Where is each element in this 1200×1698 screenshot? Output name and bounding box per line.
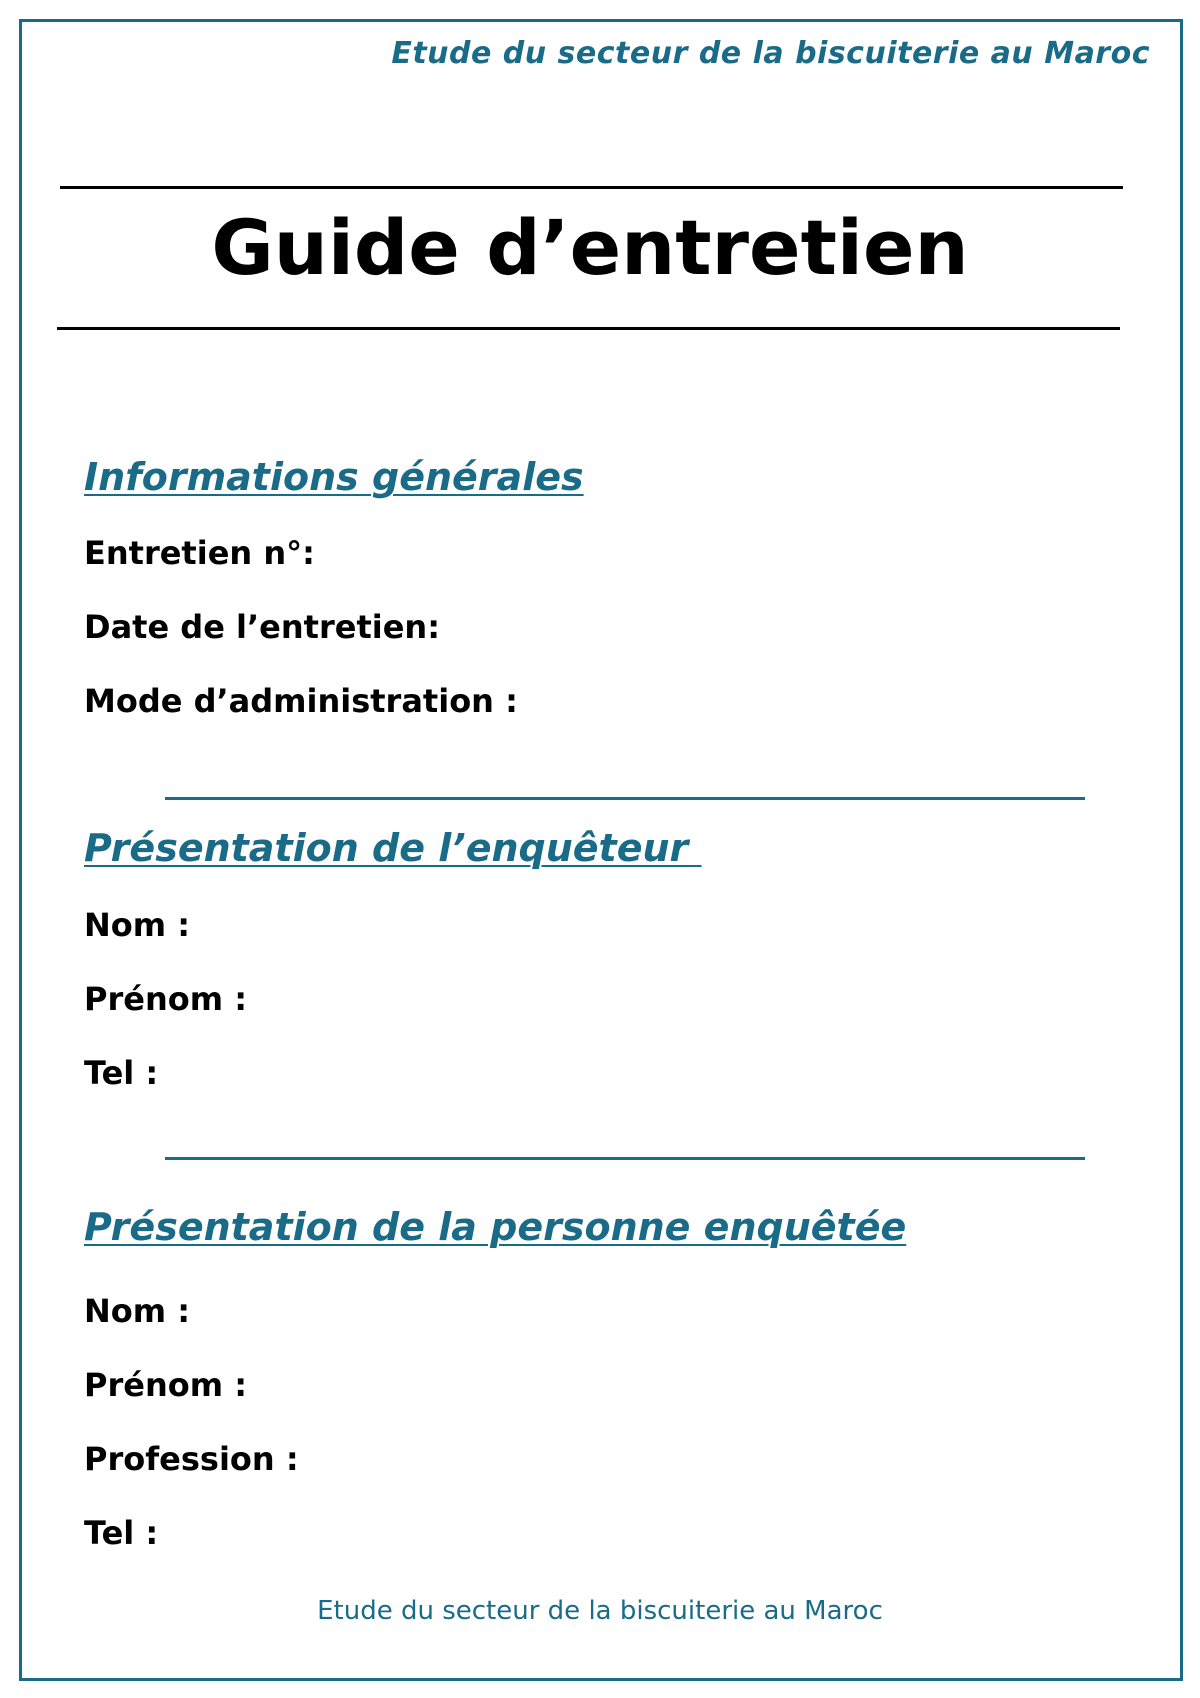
title-top-rule <box>60 186 1123 189</box>
field-interviewer-phone: Tel : <box>84 1054 159 1092</box>
document-title: Guide d’entretien <box>211 203 969 292</box>
field-respondent-phone: Tel : <box>84 1514 159 1552</box>
running-footer: Etude du secteur de la biscuiterie au Maroc <box>317 1596 883 1626</box>
field-respondent-profession: Profession : <box>84 1440 299 1478</box>
section-heading-general: Informations générales <box>84 455 584 499</box>
field-interview-date: Date de l’entretien: <box>84 608 440 646</box>
field-interviewer-name: Nom : <box>84 906 191 944</box>
title-bottom-rule <box>57 327 1120 330</box>
field-interview-number: Entretien n°: <box>84 534 315 572</box>
section-separator-2 <box>165 1157 1085 1160</box>
running-header: Etude du secteur de la biscuiterie au Maroc <box>391 36 1150 71</box>
field-interviewer-firstname: Prénom : <box>84 980 247 1018</box>
field-respondent-name: Nom : <box>84 1292 191 1330</box>
field-respondent-firstname: Prénom : <box>84 1366 247 1404</box>
field-administration-mode: Mode d’administration : <box>84 682 518 720</box>
section-heading-respondent: Présentation de la personne enquêtée <box>84 1205 907 1249</box>
section-separator-1 <box>165 797 1085 800</box>
section-heading-interviewer: Présentation de l’enquêteur <box>84 826 702 870</box>
